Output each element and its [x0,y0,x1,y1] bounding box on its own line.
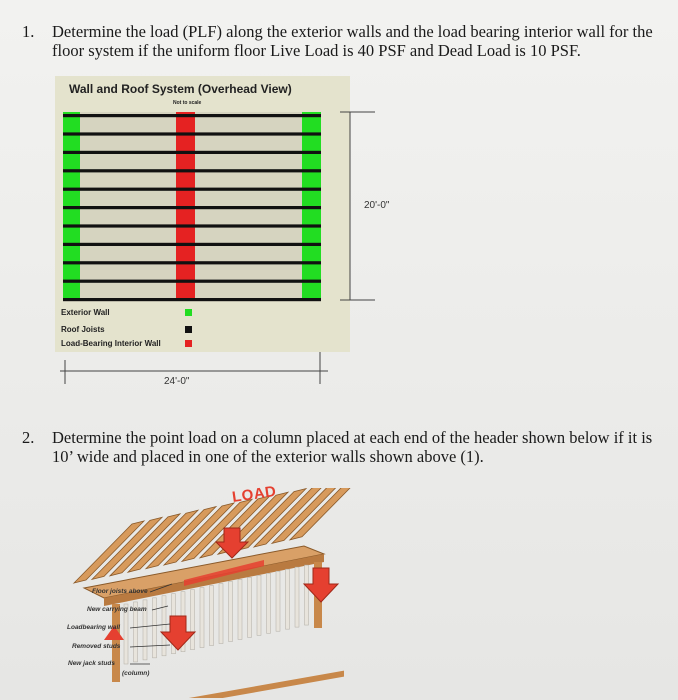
label-floor-joists: Floor joists above [92,588,148,595]
label-jack-studs: New jack studs [68,660,115,667]
stud [276,571,280,631]
label-column: (column) [122,670,150,677]
figure-1-title: Wall and Roof System (Overhead View) [69,82,292,96]
stud [267,573,271,633]
legend-swatch-joist [185,326,192,333]
stud [305,565,309,625]
question-2-number: 2. [22,428,35,447]
stud [286,569,290,629]
stud [248,577,252,637]
label-carrying-beam: New carrying beam [87,606,147,613]
question-1-number: 1. [22,22,35,41]
legend-swatch-exterior [185,309,192,316]
roof-joist [63,206,321,209]
roof-joist [63,243,321,246]
question-2-text: Determine the point load on a column placed at each end of the header shown below if it is 10’ wide and placed in one of the exterior walls shown above (1). [52,428,653,466]
label-removed-studs: Removed studs [72,643,121,650]
dimension-20ft: 20'-0" [364,200,390,211]
question-1 [22,22,662,60]
stud [153,598,157,658]
roof-joist [63,151,321,154]
roof-joist [63,114,321,117]
figure-1-subtitle: Not to scale [173,100,202,106]
roof-joist [63,188,321,191]
legend-swatch-interior [185,340,192,347]
roof-joist [63,169,321,172]
roof-joist [63,280,321,283]
stud [124,604,128,664]
legend-exterior-wall: Exterior Wall [61,308,110,317]
stud [257,575,261,635]
stud [219,584,223,644]
stud [238,579,242,639]
roof-joist [63,224,321,227]
legend-roof-joists: Roof Joists [61,325,105,334]
stud [200,588,204,648]
stud [191,590,195,650]
load-label: LOAD [231,482,278,507]
roof-joist [63,298,321,301]
overhead-view-figure [55,76,350,352]
load-arrow-right [304,568,338,602]
stud [210,586,214,646]
stud [229,581,233,641]
roof-joist [63,132,321,135]
stud [162,596,166,656]
question-2 [22,428,662,466]
label-loadbearing-wall: Loadbearing wall [67,624,121,631]
question-1-text: Determine the load (PLF) along the exterior walls and the load bearing interior wall for the floor system if the uniform floor Live Load is 40 PSF and Dead Load is 10 PSF. [52,22,653,60]
legend-interior-wall: Load-Bearing Interior Wall [61,339,161,348]
stud [295,567,299,627]
dimension-24ft: 24'-0" [164,376,190,387]
roof-joist [63,261,321,264]
